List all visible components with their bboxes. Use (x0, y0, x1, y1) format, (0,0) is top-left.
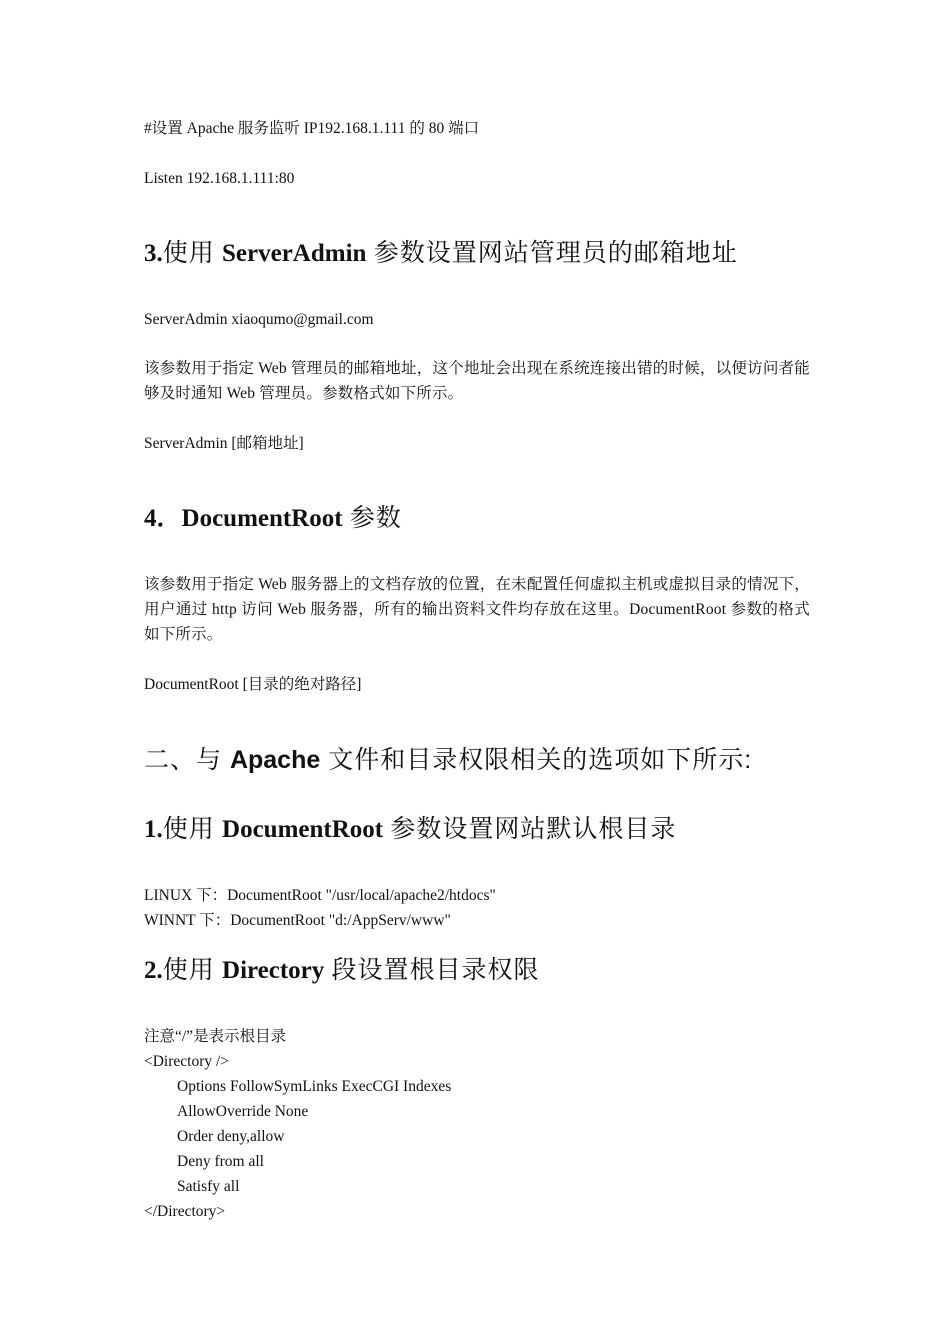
code-directory-open: <Directory /> (144, 1053, 230, 1070)
heading-documentroot-param (144, 503, 402, 535)
section-keyword: Apache (229, 746, 321, 774)
heading-suffix: 段设置根目录权限 (324, 957, 540, 984)
documentroot-format: DocumentRoot [目录的绝对路径] (144, 676, 362, 693)
linux-documentroot-line: LINUX 下：DocumentRoot "/usr/local/apache2/htdocs" (144, 887, 496, 904)
code-allowoverride-line: AllowOverride None (177, 1103, 309, 1120)
section-heading-permissions (144, 744, 752, 776)
heading-directory-section (144, 955, 540, 987)
heading-prefix: 使用 (162, 957, 223, 984)
code-directory-close: </Directory> (144, 1203, 226, 1220)
heading-documentroot-default (144, 814, 676, 846)
heading-number: 4． (144, 505, 182, 532)
serveradmin-format: ServerAdmin [邮箱地址] (144, 435, 304, 452)
section-suffix: 文件和目录权限相关的选项如下所示: (320, 746, 753, 774)
heading-number: 2. (144, 957, 163, 984)
documentroot-description: 该参数用于指定 Web 服务器上的文档存放的位置，在未配置任何虚拟主机或虚拟目录的情况下，用户通过 http 访问 Web 服务器，所有的输出资料文件均存放在这里。DocumentRoot 参数的格式如下所示。 (144, 576, 810, 643)
heading-number: 3. (144, 240, 163, 267)
winnt-documentroot-line: WINNT 下：DocumentRoot "d:/AppServ/www" (144, 912, 451, 929)
heading-serveradmin (144, 238, 738, 270)
heading-suffix: 参数设置网站管理员的邮箱地址 (366, 240, 738, 267)
heading-prefix: 使用 (162, 240, 223, 267)
serveradmin-example: ServerAdmin xiaoqumo@gmail.com (144, 311, 374, 328)
code-deny-line: Deny from all (177, 1153, 264, 1170)
listen-directive-line: Listen 192.168.1.111:80 (144, 170, 295, 187)
code-options-line: Options FollowSymLinks ExecCGI Indexes (177, 1078, 452, 1095)
heading-keyword: Directory (222, 957, 325, 984)
heading-keyword: DocumentRoot (222, 816, 384, 843)
heading-prefix: 使用 (162, 816, 223, 843)
code-order-line: Order deny,allow (177, 1128, 285, 1145)
code-satisfy-line: Satisfy all (177, 1178, 240, 1195)
heading-number: 1. (144, 816, 163, 843)
comment-listen-line: #设置 Apache 服务监听 IP192.168.1.111 的 80 端口 (144, 120, 480, 137)
section-prefix: 二、与 (144, 746, 230, 774)
heading-keyword: ServerAdmin (222, 240, 367, 267)
serveradmin-description: 该参数用于指定 Web 管理员的邮箱地址，这个地址会出现在系统连接出错的时候，以便访问者能够及时通知 Web 管理员。参数格式如下所示。 (144, 360, 810, 402)
root-note: 注意“/”是表示根目录 (144, 1028, 287, 1045)
heading-suffix: 参数 (342, 505, 402, 532)
heading-keyword: DocumentRoot (181, 505, 343, 532)
heading-suffix: 参数设置网站默认根目录 (383, 816, 677, 843)
